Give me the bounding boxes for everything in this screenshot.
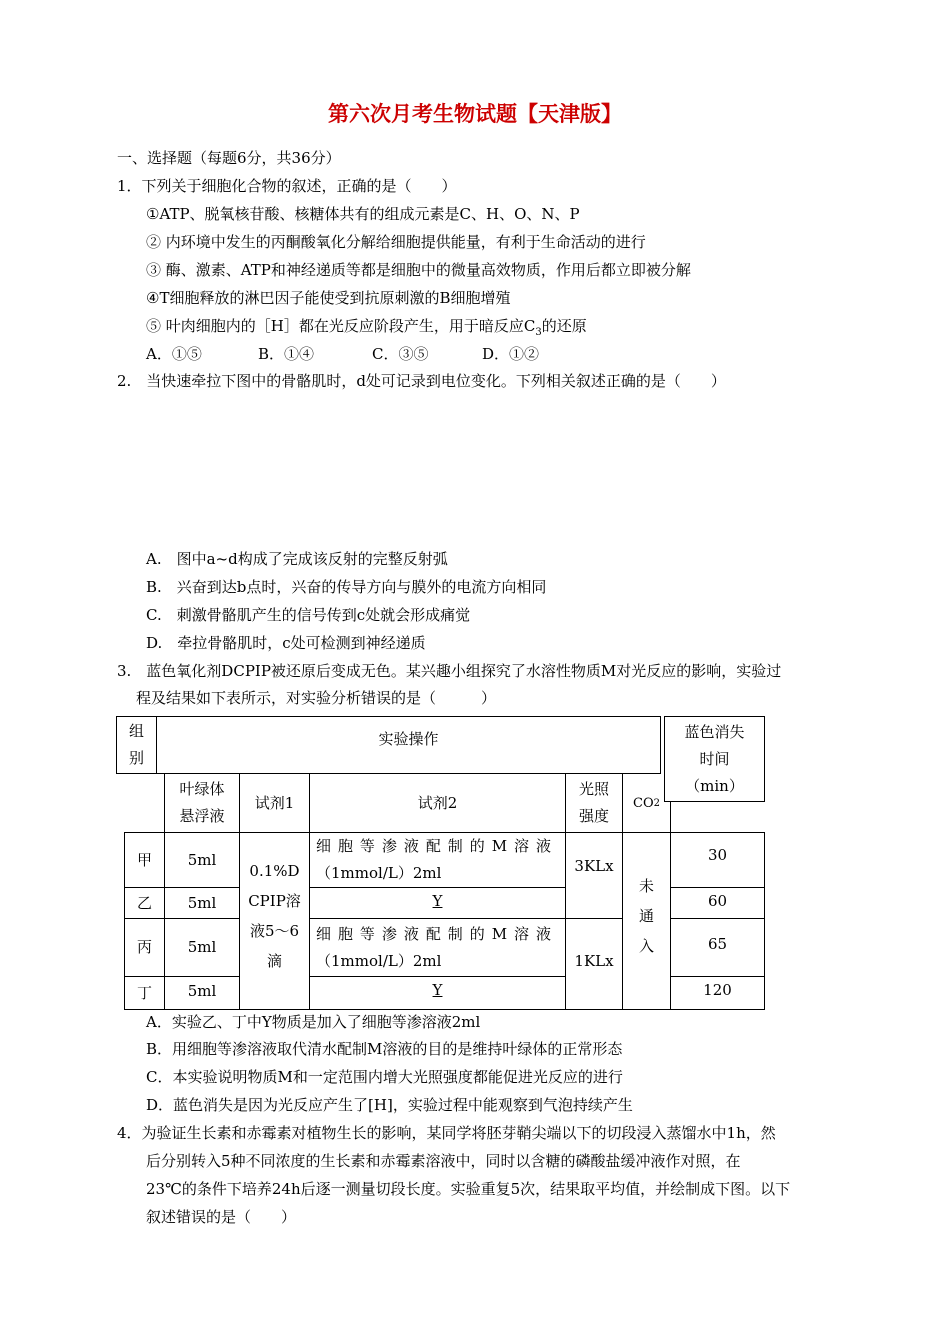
header-group-line: 别 (128, 749, 144, 767)
reagent-1-dcpip (240, 856, 309, 976)
header-co2: CO 2 (633, 795, 660, 811)
reagent-1-line: 液5～6 (249, 922, 300, 940)
table-rule (764, 832, 765, 1010)
header-time-line: （min） (685, 776, 744, 795)
q3-option-a: A．实验乙、丁中Y物质是加入了细胞等渗溶液2ml (146, 1013, 481, 1031)
q1-item-3: ③ 酶、激素、ATP和神经递质等都是细胞中的微量高效物质，作用后都立即被分解 (146, 261, 691, 279)
section-heading: 一、选择题（每题6分，共36分） (117, 149, 341, 167)
row-time-yi: 60 (707, 891, 728, 910)
q1-option-b: B．①④ (258, 345, 315, 363)
m-solution-line: （1mmol/L）2ml (316, 951, 442, 970)
header-light-line: 强度 (578, 807, 609, 825)
reagent-2-m-solution (316, 919, 551, 976)
page-title: 第六次月考生物试题【天津版】 (328, 102, 622, 126)
row-group-bing: 丙 (136, 938, 152, 956)
q2-option-b: B. 兴奋到达b点时，兴奋的传导方向与膜外的电流方向相同 (146, 578, 547, 596)
row-chloro-jia: 5ml (187, 850, 217, 869)
header-chloroplast-line: 悬浮液 (179, 807, 225, 825)
q1-item-5: ⑤ 叶肉细胞内的［H］都在光反应阶段产生，用于暗反应$C_3$的还原 (146, 317, 587, 338)
q4-line-3: 23℃的条件下培养24h后逐一测量切段长度。实验重复5次，结果取平均值，并绘制成下图。以下 (146, 1180, 791, 1198)
row-chloro-ding: 5ml (187, 981, 217, 1000)
reagent-2-y (310, 888, 565, 914)
q1-item-4: ④T细胞释放的淋巴因子能使受到抗原刺激的B细胞增殖 (146, 289, 511, 307)
table-rule (664, 801, 765, 802)
row-time-ding: 120 (703, 980, 732, 999)
co2-not-supplied (623, 866, 670, 966)
q1-option-a: A．①⑤ (146, 345, 202, 363)
co2-line: 入 (638, 937, 654, 955)
header-time (665, 717, 764, 801)
q3-option-d: D．蓝色消失是因为光反应产生了[H]，实验过程中能观察到气泡持续产生 (146, 1096, 633, 1114)
header-time-line: 时间 (699, 749, 730, 768)
q4-line-2: 后分别转入5种不同浓度的生长素和赤霉素溶液中，同时以含糖的磷酸盐缓冲液作对照，在 (146, 1152, 741, 1170)
row-chloro-bing: 5ml (187, 938, 217, 956)
q1-item-1: ①ATP、脱氧核苷酸、核糖体共有的组成元素是C、H、O、N、P (146, 205, 580, 223)
q1-option-c: C．③⑤ (372, 345, 429, 363)
q3-option-b: B．用细胞等渗溶液取代清水配制M溶液的目的是维持叶绿体的正常形态 (146, 1040, 623, 1058)
row-group-jia: 甲 (136, 850, 152, 869)
table-rule (764, 716, 765, 802)
reagent-2-y (310, 977, 565, 1003)
q2-option-a: A. 图中a~d构成了完成该反射的完整反射弧 (146, 550, 448, 568)
header-time-line: 蓝色消失 (684, 722, 745, 741)
q2-option-d: D. 牵拉骨骼肌时，c处可检测到神经递质 (146, 634, 426, 652)
q4-line-4: 叙述错误的是（ ） (146, 1208, 297, 1226)
header-reagent-2: 试剂2 (417, 793, 458, 812)
q1-option-d: D．①② (482, 345, 540, 363)
reagent-1-line: 0.1%D (249, 862, 300, 880)
y-label: Y (432, 891, 443, 910)
header-chloroplast-line: 叶绿体 (179, 780, 225, 798)
table-rule (124, 1009, 765, 1010)
header-group-line: 组 (128, 722, 144, 740)
q3-stem-line-1: 3. 蓝色氧化剂DCPIP被还原后变成无色。某兴趣小组探究了水溶性物质M对光反应的影响，实验过 (117, 662, 782, 680)
row-group-ding: 丁 (136, 983, 152, 1002)
co2-line: 通 (638, 907, 654, 925)
header-light (566, 774, 622, 832)
row-group-yi: 乙 (136, 893, 152, 912)
header-reagent-1: 试剂1 (254, 793, 295, 812)
q2-stem: 2. 当快速牵拉下图中的骨骼肌时，d处可记录到电位变化。下列相关叙述正确的是（ ） (117, 372, 726, 390)
m-solution-line: 细胞等渗液配制的M溶液 (316, 837, 551, 855)
row-time-bing: 65 (707, 934, 728, 953)
row-time-jia: 30 (707, 845, 728, 864)
q3-stem-line-2: 程及结果如下表所示，对实验分析错误的是（ ） (136, 689, 497, 707)
q4-line-1: 4．为验证生长素和赤霉素对植物生长的影响，某同学将胚芽鞘尖端以下的切段浸入蒸馏水中1h，然 (117, 1124, 776, 1142)
q1-stem: 1．下列关于细胞化合物的叙述，正确的是（ ） (117, 177, 457, 195)
light-low: 1KLx (574, 951, 614, 970)
header-chloroplast (165, 774, 239, 832)
header-group (117, 717, 156, 773)
q3-option-c: C．本实验说明物质M和一定范围内增大光照强度都能促进光反应的进行 (146, 1068, 623, 1086)
reagent-1-line: CPIP溶 (248, 892, 301, 910)
q1-item-2: ② 内环境中发生的丙酮酸氧化分解给细胞提供能量，有利于生命活动的进行 (146, 233, 646, 251)
reagent-1-line: 滴 (266, 952, 282, 970)
light-high: 3KLx (574, 856, 614, 875)
y-label: Y (432, 980, 443, 999)
m-solution-line: （1mmol/L）2ml (316, 864, 442, 882)
header-light-line: 光照 (578, 780, 609, 798)
reagent-2-m-solution (316, 833, 551, 887)
m-solution-line: 细胞等渗液配制的M溶液 (316, 924, 551, 943)
row-chloro-yi: 5ml (187, 893, 217, 912)
header-operation: 实验操作 (378, 729, 439, 748)
table-rule (660, 716, 661, 774)
co2-line: 未 (638, 877, 654, 895)
q2-option-c: C. 刺激骨骼肌产生的信号传到c处就会形成痛觉 (146, 606, 471, 624)
